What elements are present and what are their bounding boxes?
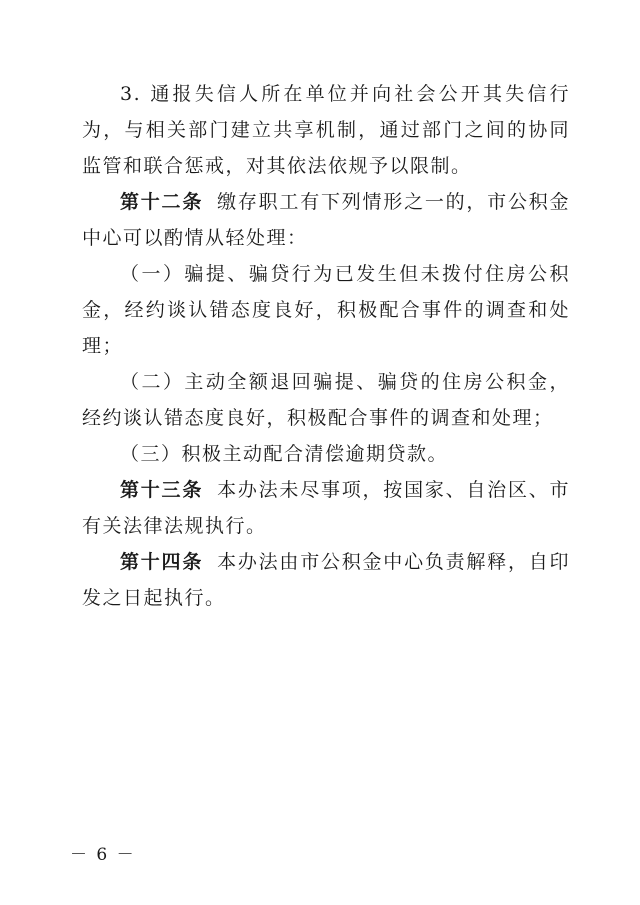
paragraph-text: 本办法未尽事项，按国家、自治区、市有关法律法规执行。 (82, 479, 570, 537)
document-body (82, 76, 570, 616)
paragraph-text: （二）主动全额退回骗提、骗贷的住房公积金，经约谈认错态度良好，积极配合事件的调查和处理； (82, 371, 570, 429)
clause-2 (82, 364, 570, 436)
article-14 (82, 544, 570, 616)
paragraph-text: （三）积极主动配合清偿逾期贷款。 (120, 443, 449, 465)
paragraph-text: 缴存职工有下列情形之一的，市公积金中心可以酌情从轻处理： (82, 191, 570, 249)
article-heading: 第十三条 (120, 479, 204, 501)
paragraph-text: （一）骗提、骗贷行为已发生但未拨付住房公积金，经约谈认错态度良好，积极配合事件的调查和处理； (82, 263, 570, 357)
clause-3 (82, 436, 570, 472)
article-13 (82, 472, 570, 544)
article-12 (82, 184, 570, 256)
paragraph-item-3 (82, 76, 570, 184)
page-number: － 6 － (70, 845, 136, 865)
paragraph-text: 3. 通报失信人所在单位并向社会公开其失信行为，与相关部门建立共享机制，通过部门之间的协同监管和联合惩戒，对其依法依规予以限制。 (82, 83, 570, 177)
article-heading: 第十二条 (120, 191, 204, 213)
clause-1 (82, 256, 570, 364)
paragraph-text: 本办法由市公积金中心负责解释，自印发之日起执行。 (82, 551, 570, 609)
article-heading: 第十四条 (120, 551, 204, 573)
